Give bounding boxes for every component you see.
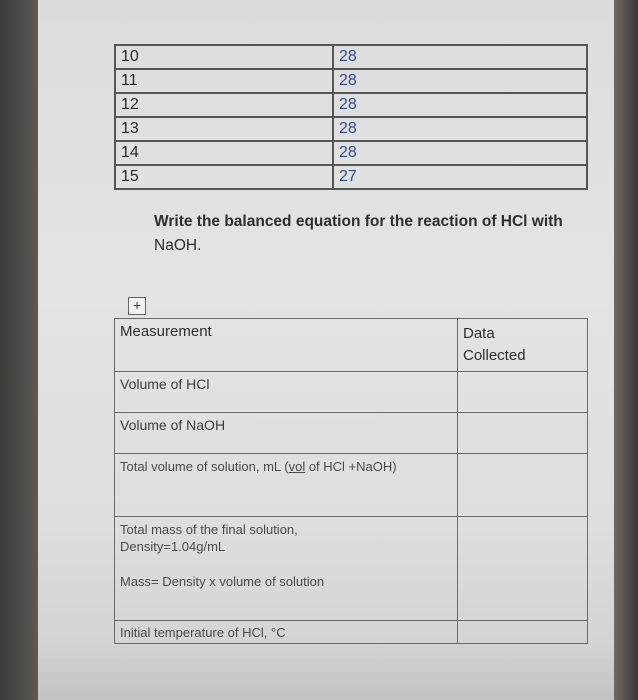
row-label-volume-hcl: Volume of HCl (115, 372, 458, 413)
table-cell: 28 (333, 117, 587, 141)
table-row (115, 93, 587, 117)
table-row (115, 141, 587, 165)
total-volume-text-a: Total volume of solution, mL ( (120, 459, 289, 474)
row-label-volume-naoh: Volume of NaOH (115, 413, 458, 454)
table-row (115, 69, 587, 93)
table-row (115, 165, 587, 189)
table-cell: 15 (115, 165, 333, 189)
background-left (0, 0, 38, 700)
table-cell: 28 (333, 141, 587, 165)
row-label-total-volume (115, 454, 458, 517)
data-cell-total-mass[interactable] (458, 517, 588, 621)
table-cell: 12 (115, 93, 333, 117)
measurement-table (114, 318, 588, 644)
table-cell: 28 (333, 93, 587, 117)
table-row (115, 454, 588, 517)
header-data-collected (458, 319, 588, 372)
instruction-line-2: NaOH. (154, 237, 202, 254)
table-cell: 14 (115, 141, 333, 165)
table-cell: 28 (333, 45, 587, 69)
header-data-line-2: Collected (463, 347, 526, 364)
table-cell: 10 (115, 45, 333, 69)
table-row (115, 517, 588, 621)
row-label-initial-temp: Initial temperature of HCl, °C (115, 621, 458, 644)
instruction-text (154, 210, 594, 258)
table-row (115, 45, 587, 69)
data-cell-volume-hcl[interactable] (458, 372, 588, 413)
mass-formula-text: Mass= Density x volume of solution (120, 574, 325, 589)
data-cell-volume-naoh[interactable] (458, 413, 588, 454)
table-row (115, 117, 587, 141)
table-row (115, 621, 588, 644)
instruction-line-1: Write the balanced equation for the reaction of HCl with (154, 213, 563, 230)
data-cell-total-volume[interactable] (458, 454, 588, 517)
total-mass-text: Total mass of the final solution, Density=1.04g/mL (120, 522, 298, 554)
table-cell: 13 (115, 117, 333, 141)
number-table (114, 44, 588, 190)
table-row (115, 413, 588, 454)
data-cell-initial-temp[interactable] (458, 621, 588, 644)
total-volume-text (120, 458, 410, 475)
document-page (38, 0, 614, 700)
table-cell: 28 (333, 69, 587, 93)
table-row (115, 372, 588, 413)
table-cell: 11 (115, 69, 333, 93)
table-move-handle-icon[interactable]: + (128, 297, 146, 315)
total-volume-text-vol: vol (288, 459, 306, 474)
table-cell: 27 (333, 165, 587, 189)
header-data-line-1: Data (463, 325, 495, 342)
header-measurement: Measurement (115, 319, 458, 372)
row-label-total-mass (115, 517, 458, 621)
table-header-row (115, 319, 588, 372)
background-right (614, 0, 638, 700)
total-volume-text-b: of HCl +NaOH) (305, 459, 397, 474)
